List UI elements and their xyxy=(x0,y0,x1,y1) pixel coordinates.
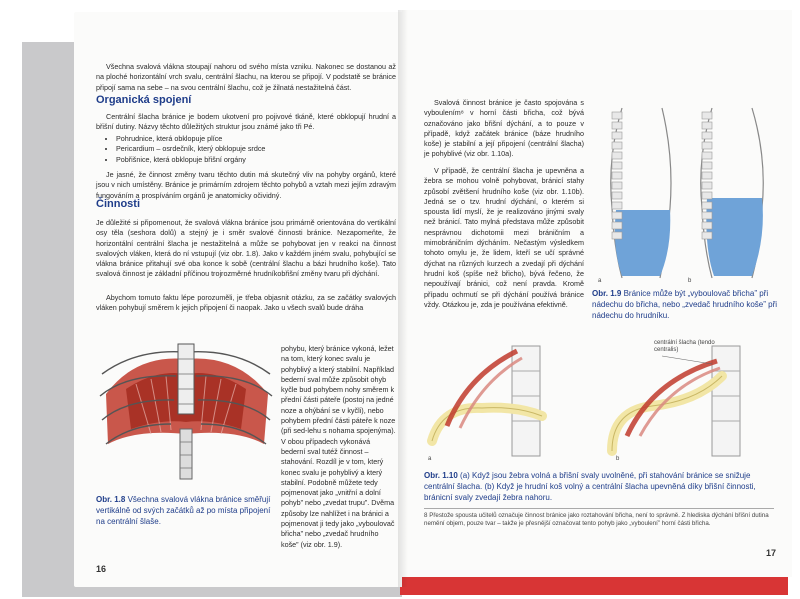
diaphragm-illustration xyxy=(96,334,276,484)
book-gutter xyxy=(398,10,408,587)
section-title-organic: Organická spojení xyxy=(96,94,192,106)
figure-1-10-number: Obr. 1.10 xyxy=(424,471,458,480)
figure-1-9-label-b: b xyxy=(688,278,692,284)
right-column-paragraph: Svalová činnost bránice je často spojována s vyboulením⁸ v horní části břicha, což bývá označováno jako břišní dýchání, a to pouze v případě, když začátek bránice (báze hrudního koše) je stabilní a její připojení (centrální šlacha) je pohyblivé (viz obr. 1.10a). xyxy=(424,98,584,159)
right-page xyxy=(402,10,792,577)
figure-1-9-text: Bránice může být „vyboulovač břicha” při nádechu do břicha, nebo „zvedač hrudního koše” při nádechu do hrudníku. xyxy=(592,289,778,320)
section-title-activities: Činnosti xyxy=(96,198,140,210)
body-outline-b xyxy=(701,108,764,278)
figure-1-10-illustration xyxy=(422,336,792,466)
figure-1-9-illustration xyxy=(592,98,782,286)
page-number-right: 17 xyxy=(766,548,777,558)
organic-paragraph: Centrální šlacha bránice je bodem ukotvení pro pojivové tkáně, které obklopují hrudní a břišní dutiny. Názvy těchto důležitých struktur jsou známé jako tři Pé. xyxy=(96,112,396,132)
right-column-paragraph-2: V případě, že centrální šlacha je upevněna a žebra se mohou volně pohybovat, bránicí stahy způsobí zvětšení hrudního koše (viz obr. 1.10b). Jedná se o tzv. hrudní dýchání, o kterém si spousta lidí myslí, že je realizováno jinými svaly než bránicí. Tato mylná představa může způsobit nesprávnou dichotomii mezi bráničním a mimobráničním dýcháním. Nečastým výsledkem tohoto omylu je, že lidem, kteří se učí správné dýchat na různých kurzech a zvedají při dýchání hrudní koš (spíše než břicho), bývá řečeno, že nepoužívají bránici, což není pravda. Kromě případu ochrnutí se při dýchání používá bránice vždy. Otázkou je, zda je používána efektivně. xyxy=(424,166,584,309)
figure-1-10-caption xyxy=(424,470,774,503)
bullet-item: • Pobřišnice, která obklopuje břišní orgány xyxy=(116,155,402,165)
figure-1-9-number: Obr. 1.9 xyxy=(592,289,622,298)
figure-1-9-caption xyxy=(592,288,780,321)
footnote xyxy=(424,512,774,529)
organic-paragraph-2: Je jasné, že činnost změny tvaru těchto dutin má skutečný vliv na pohyby orgánů, které jsou v nich umístěny. Bránice je primárním zdrojem těchto pohybů a vztah mezi jejím zdravým fungováním a prospíváním orgánů je anatomicky očividný. xyxy=(96,170,396,200)
body-outline-a xyxy=(611,108,671,278)
figure-1-10-text: (a) Když jsou žebra volná a břišní svaly uvolněné, při stahování bránice se snižuje centrální šlacha. (b) Když je hrudní koš volný a centrální šlacha upevněná díky břišní činnosti, bránicní svaly zvedají žebra nahoru. xyxy=(424,471,756,502)
figure-1-8-text: Všechna svalová vlákna bránice směřují vertikálně od svých začátků až po místa připojení na centrální šlaše. xyxy=(96,495,271,526)
figure-1-8-caption xyxy=(96,494,281,527)
intro-paragraph: Všechna svalová vlákna stoupají nahoru od svého místa vzniku. Nakonec se dostanou až na ploché horizontální vrch svalu, centrální šlachu, na kterou se připojí. V podstatě se bránice připojí sama na sebe – na svou centrální šlachu, což je žilnatá nestažitelná část. xyxy=(96,62,396,92)
activities-paragraph-2: Abychom tomuto faktu lépe porozuměli, je třeba objasnit otázku, za se začátky svalových vláken pohybují směrem k jejich připojení či naopak. Jako u všech svalů bude dráha xyxy=(96,293,396,313)
bullet-list xyxy=(104,134,402,165)
figure-1-10-label-b: b xyxy=(616,456,620,462)
footnote-divider xyxy=(424,508,774,509)
left-page xyxy=(74,12,402,587)
figure-1-10-label-a: a xyxy=(428,456,432,462)
bullet-item: • Pericardium – osrdečník, který obklopuje srdce xyxy=(116,144,402,154)
bullet-item: • Pohrudnice, která obklopuje plíce xyxy=(116,134,402,144)
tendon-label: centrální šlacha (tendo centralis) xyxy=(654,340,715,353)
footnote-text: Přestože spousta učitelů označuje činnost bránice jako roztahování břicha, není to správně. Z hlediska dýchání břišní dutina nemění objem, pouze tvar – takže je přesnější označovat tento pohyb jako „vyboulení” horní části břicha. xyxy=(424,512,769,528)
figure-1-9-label-a: a xyxy=(598,278,602,284)
page-number-left: 16 xyxy=(96,564,107,574)
figure-1-10-panel-b xyxy=(612,346,740,456)
figure-1-8-number: Obr. 1.8 xyxy=(96,495,126,504)
figure-1-10-panel-a xyxy=(432,346,542,456)
footnote-number: 8 xyxy=(424,512,428,519)
column-paragraph: pohybu, který bránice vykoná, ležet na tom, který konec svalu je pohyblivý a který stabilní. Například bederní sval může způsobit ohyb kyčle bud pohybem nohy směrem k přední části páteře (postoj na jedné noze a ohýbání se v kyčli), nebo pohybem přední části páteře k noze (při sed-lehu s nohama spojenýma). V obou případech vykonává bederní sval tutéž činnost – stahování. Rozdíl je v tom, který konec svalu je pohyblivý a který stabilní. Podobně můžete tedy pojmenovat jako „vnitřní a dolní pohyb” nebo „zvedat trupu”. Dvěma způsoby lze nahlížet i na bránici a pojmenovat ji tedy jako „vyboulovač břicha” nebo „zvedač hrudního koše” (viz obr. 1.9). xyxy=(281,344,396,549)
activities-paragraph: Je důležité si připomenout, že svalová vlákna bránice jsou primárně orientována do vertikální osy těla (seshora dolů) a stejný je i směr svalové činnosti bránice. Nezapomeňte, že horizontální centrální šlacha je nestažitelná a může se pohybovat jen v reakci na činnost svalových vláken, která do ní vstupují (viz obr. 1.8). Jako v každém jiném svalu, pohybující se vlákna bránice přitahují své oba konce k sobě (centrální šlachu a bázi hrudního koše). Tato svalová činnost je základní příčinou trojrozměrné hrudníkobřišní změny tvaru při dýchání. xyxy=(96,218,396,279)
